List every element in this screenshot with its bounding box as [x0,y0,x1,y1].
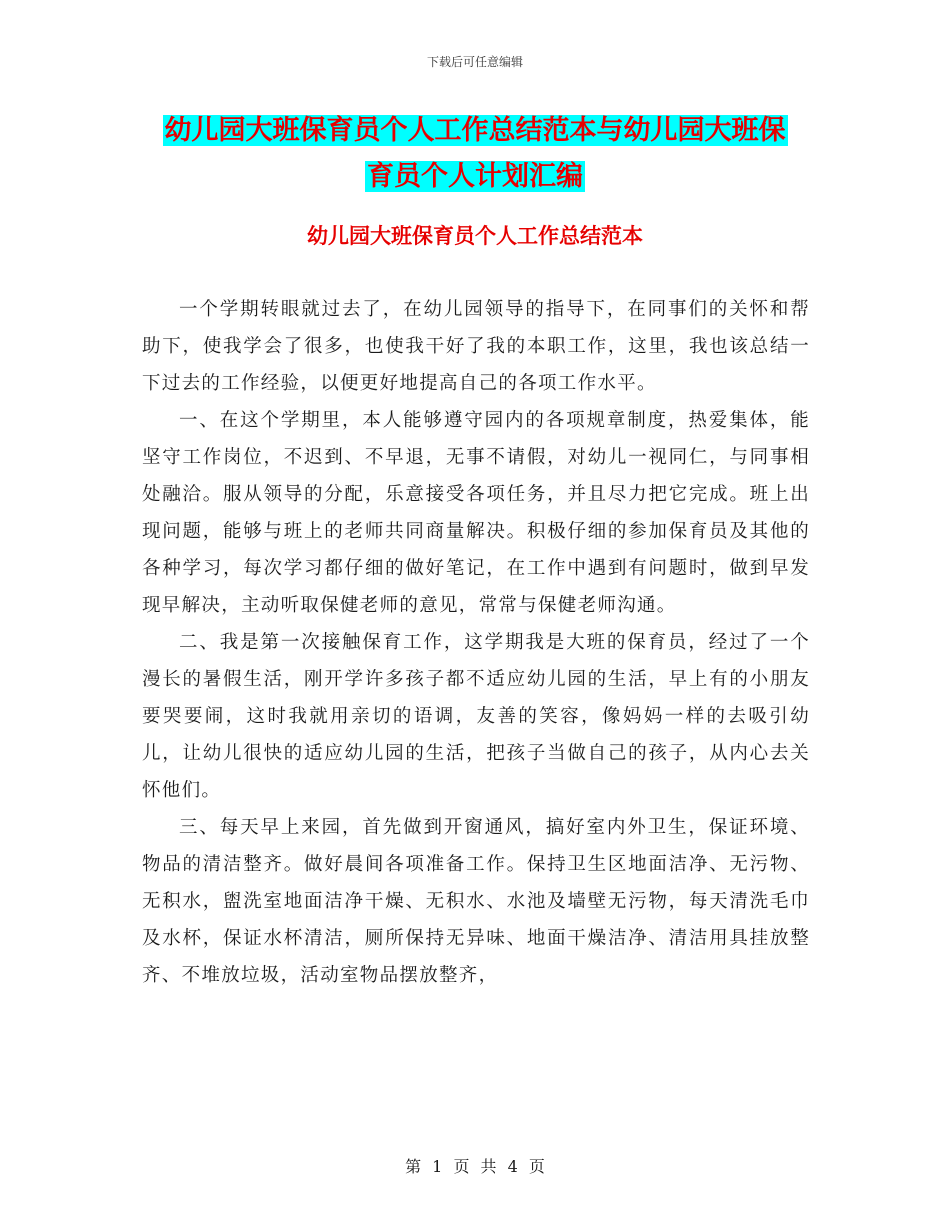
page-number-footer: 第 1 页 共 4 页 [405,1157,545,1176]
header-note: 下载后可任意编辑 [426,55,523,69]
paragraph: 三、每天早上来园，首先做到开窗通风，搞好室内外卫生，保证环境、物品的清洁整齐。做好晨间各项准备工作。保持卫生区地面洁净、无污物、无积水，盥洗室地面洁净干燥、无积水、水池及墙壁无污物，每天清洗毛巾及水杯，保证水杯清洁，厕所保持无异味、地面干燥洁净、清洁用具挂放整齐、不堆放垃圾，活动室物品摆放整齐， [142,817,810,986]
paragraph: 二、我是第一次接触保育工作，这学期我是大班的保育员，经过了一个漫长的暑假生活，刚开学许多孩子都不适应幼儿园的生活，早上有的小朋友要哭要闹，这时我就用亲切的语调，友善的笑容，像妈妈一样的去吸引幼儿，让幼儿很快的适应幼儿园的生活，把孩子当做自己的孩子，从内心去关怀他们。 [142,632,810,801]
section-title: 幼儿园大班保育员个人工作总结范本 [307,224,643,248]
paragraph: 一、在这个学期里，本人能够遵守园内的各项规章制度，热爱集体，能坚守工作岗位，不迟到、不早退，无事不请假，对幼儿一视同仁，与同事相处融洽。服从领导的分配，乐意接受各项任务，并且尽力把它完成。班上出现问题，能够与班上的老师共同商量解决。积极仔细的参加保育员及其他的各种学习，每次学习都仔细的做好笔记，在工作中遇到有问题时，做到早发现早解决，主动听取保健老师的意见，常常与保健老师沟通。 [142,410,810,616]
document-body [142,291,810,994]
document-title [0,108,950,200]
document-title-line-2: 育员个人计划汇编 [367,161,583,192]
document-title-line-1: 幼儿园大班保育员个人工作总结范本与幼儿园大班保 [164,115,786,146]
paragraph: 一个学期转眼就过去了，在幼儿园领导的指导下，在同事们的关怀和帮助下，使我学会了很多，也使我干好了我的本职工作，这里，我也该总结一下过去的工作经验，以便更好地提高自己的各项工作水平。 [142,299,810,394]
